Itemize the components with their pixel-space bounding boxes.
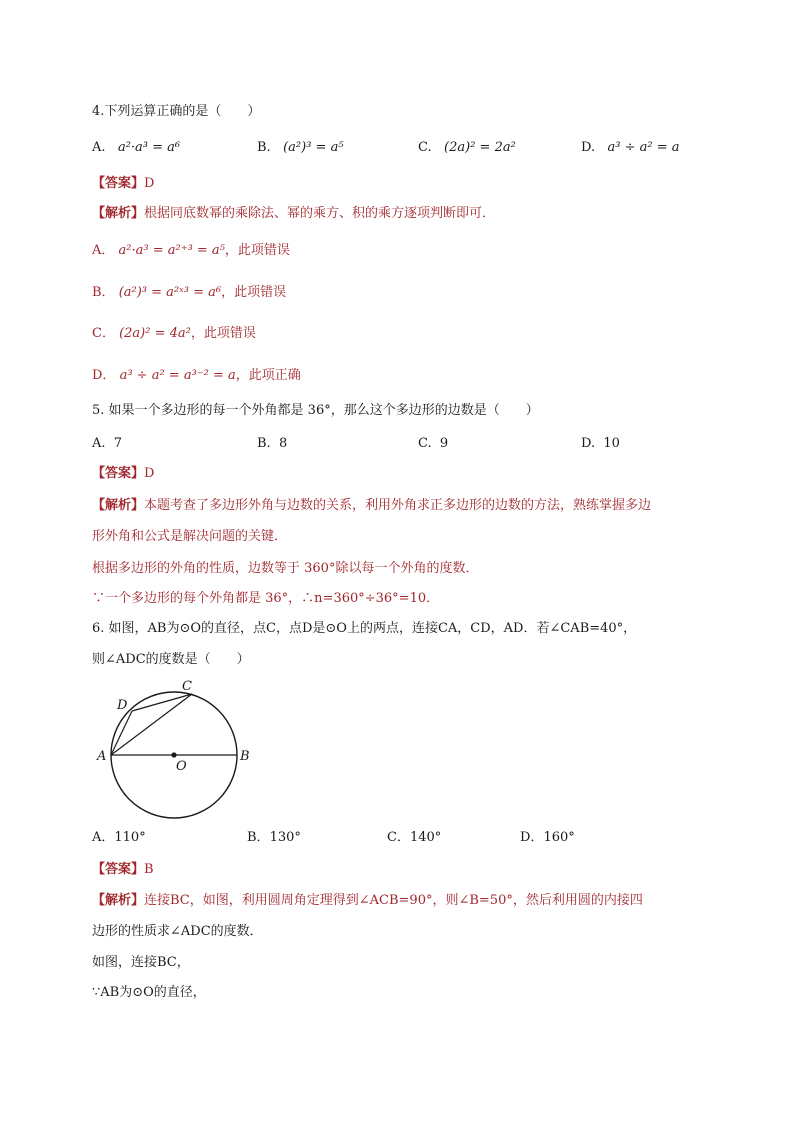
q4-stem: 4.下列运算正确的是（ ） [92, 104, 261, 119]
q4-option-b [257, 138, 344, 158]
q5-analysis-2: 形外角和公式是解决问题的关键． [92, 529, 288, 544]
q5-answer [92, 464, 154, 484]
q4-answer-value: D [144, 176, 155, 191]
q4-step-d-prefix: D． [92, 368, 116, 383]
q6-answer-value: B [144, 862, 154, 877]
q6-option-c-value: 140° [409, 830, 442, 845]
q5-answer-value: D [144, 466, 155, 481]
q6-option-c-letter: C． [387, 830, 410, 845]
q6-stem-1: 6. 如图，AB为⊙O的直径，点C，点D是⊙O上的两点，连接CA，CD，AD．若∠CAB=40°， [92, 621, 637, 636]
q4-step-a-expr: a²·a³ = a²⁺³ = a⁵ [118, 243, 225, 258]
q4-option-a [92, 138, 180, 158]
label-b: B [240, 749, 250, 764]
q4-option-a-expr: a²·a³ = a⁶ [117, 140, 181, 155]
q5-option-b-value: 8 [278, 436, 288, 451]
q5-option-a-letter: A. [92, 436, 106, 451]
q5-option-d-letter: D. [581, 436, 596, 451]
label-c: C [182, 679, 192, 694]
q6-stem-2: 则∠ADC的度数是（ ） [92, 652, 250, 667]
q4-step-b-prefix: B． [92, 285, 115, 300]
q6-option-b-value: 130° [269, 830, 301, 845]
q5-option-d-value: 10 [603, 436, 620, 451]
q4-option-b-expr: (a²)³ = a⁵ [283, 140, 344, 155]
q4-analysis [92, 204, 495, 224]
q5-option-b-letter: B. [257, 436, 271, 451]
q4-step-d [92, 366, 301, 386]
q5-option-a-value: 7 [113, 436, 123, 451]
q4-analysis-text: 根据同底数幂的乘除法、幂的乘方、积的乘方逐项判断即可． [144, 206, 496, 221]
q6-circle-figure [92, 678, 272, 828]
q4-step-c-verdict: ，此项错误 [190, 326, 256, 341]
q4-option-d-expr: a³ ÷ a² = a [607, 140, 680, 155]
q6-answer [92, 860, 154, 880]
q4-step-a [92, 241, 290, 261]
q6-option-a-letter: A． [92, 830, 115, 845]
q5-stem: 5. 如果一个多边形的每一个外角都是 36°，那么这个多边形的边数是（ ） [92, 403, 539, 418]
q5-line-4: ∵一个多边形的每个外角都是 36°，∴n=360°÷36°=10． [92, 591, 440, 606]
answer-label: 【答案】 [92, 862, 145, 877]
q6-option-d-letter: D． [520, 830, 544, 845]
q4-option-b-letter: B. [257, 140, 271, 155]
q6-option-c [387, 828, 441, 848]
q4-option-d [581, 138, 680, 158]
q6-analysis-2: 边形的性质求∠ADC的度数． [92, 924, 263, 939]
q5-option-d [581, 434, 620, 454]
chord-cd [132, 694, 192, 711]
q4-step-a-prefix: A． [92, 243, 115, 258]
q6-line-4: ∵AB为⊙O的直径， [92, 985, 206, 1000]
q4-step-d-expr: a³ ÷ a² = a³⁻² = a [119, 368, 236, 383]
q5-option-b [257, 434, 287, 454]
q4-step-c [92, 324, 256, 344]
q5-analysis-text-1: 本题考查了多边形外角与边数的关系，利用外角求正多边形的边数的方法，熟练掌握多边 [144, 498, 652, 513]
q6-line-3: 如图，连接BC， [92, 955, 190, 970]
q5-analysis-1 [92, 496, 651, 516]
q4-step-c-expr: (2a)² = 4a² [119, 326, 191, 341]
q6-analysis-text-1: 连接BC，如图，利用圆周角定理得到∠ACB=90°，则∠B=50°，然后利用圆的内接四 [144, 893, 643, 908]
q5-option-a [92, 434, 122, 454]
label-a: A [97, 749, 107, 764]
q4-step-b [92, 283, 286, 303]
q4-option-c-expr: (2a)² = 2a² [444, 140, 516, 155]
label-o: O [176, 759, 187, 774]
q6-analysis-1 [92, 891, 643, 911]
q5-option-c [418, 434, 448, 454]
q4-step-c-prefix: C． [92, 326, 115, 341]
q6-option-d [520, 828, 575, 848]
answer-label: 【答案】 [92, 466, 145, 481]
q4-option-c [418, 138, 516, 158]
q5-option-c-value: 9 [439, 436, 449, 451]
label-d: D [117, 698, 128, 713]
q6-option-d-value: 160° [543, 830, 575, 845]
analysis-label: 【解析】 [92, 206, 145, 221]
q4-option-c-letter: C. [418, 140, 432, 155]
q4-option-d-letter: D. [581, 140, 596, 155]
chord-ad [111, 711, 132, 755]
q4-answer [92, 174, 154, 194]
answer-label: 【答案】 [92, 176, 145, 191]
q4-step-d-verdict: ，此项正确 [235, 368, 301, 383]
q6-option-a [92, 828, 146, 848]
q6-option-b-letter: B． [247, 830, 270, 845]
q6-option-b [247, 828, 301, 848]
analysis-label: 【解析】 [92, 498, 145, 513]
q4-option-a-letter: A. [92, 140, 106, 155]
q4-step-a-verdict: ，此项错误 [224, 243, 290, 258]
q4-step-b-expr: (a²)³ = a²ˣ³ = a⁶ [118, 285, 222, 300]
q5-option-c-letter: C. [418, 436, 432, 451]
analysis-label: 【解析】 [92, 893, 145, 908]
q4-step-b-verdict: ，此项错误 [221, 285, 287, 300]
q6-option-a-value: 110° [114, 830, 146, 845]
center-point-o [171, 752, 176, 757]
q5-line-3: 根据多边形的外角的性质，边数等于 360°除以每一个外角的度数． [92, 561, 479, 576]
